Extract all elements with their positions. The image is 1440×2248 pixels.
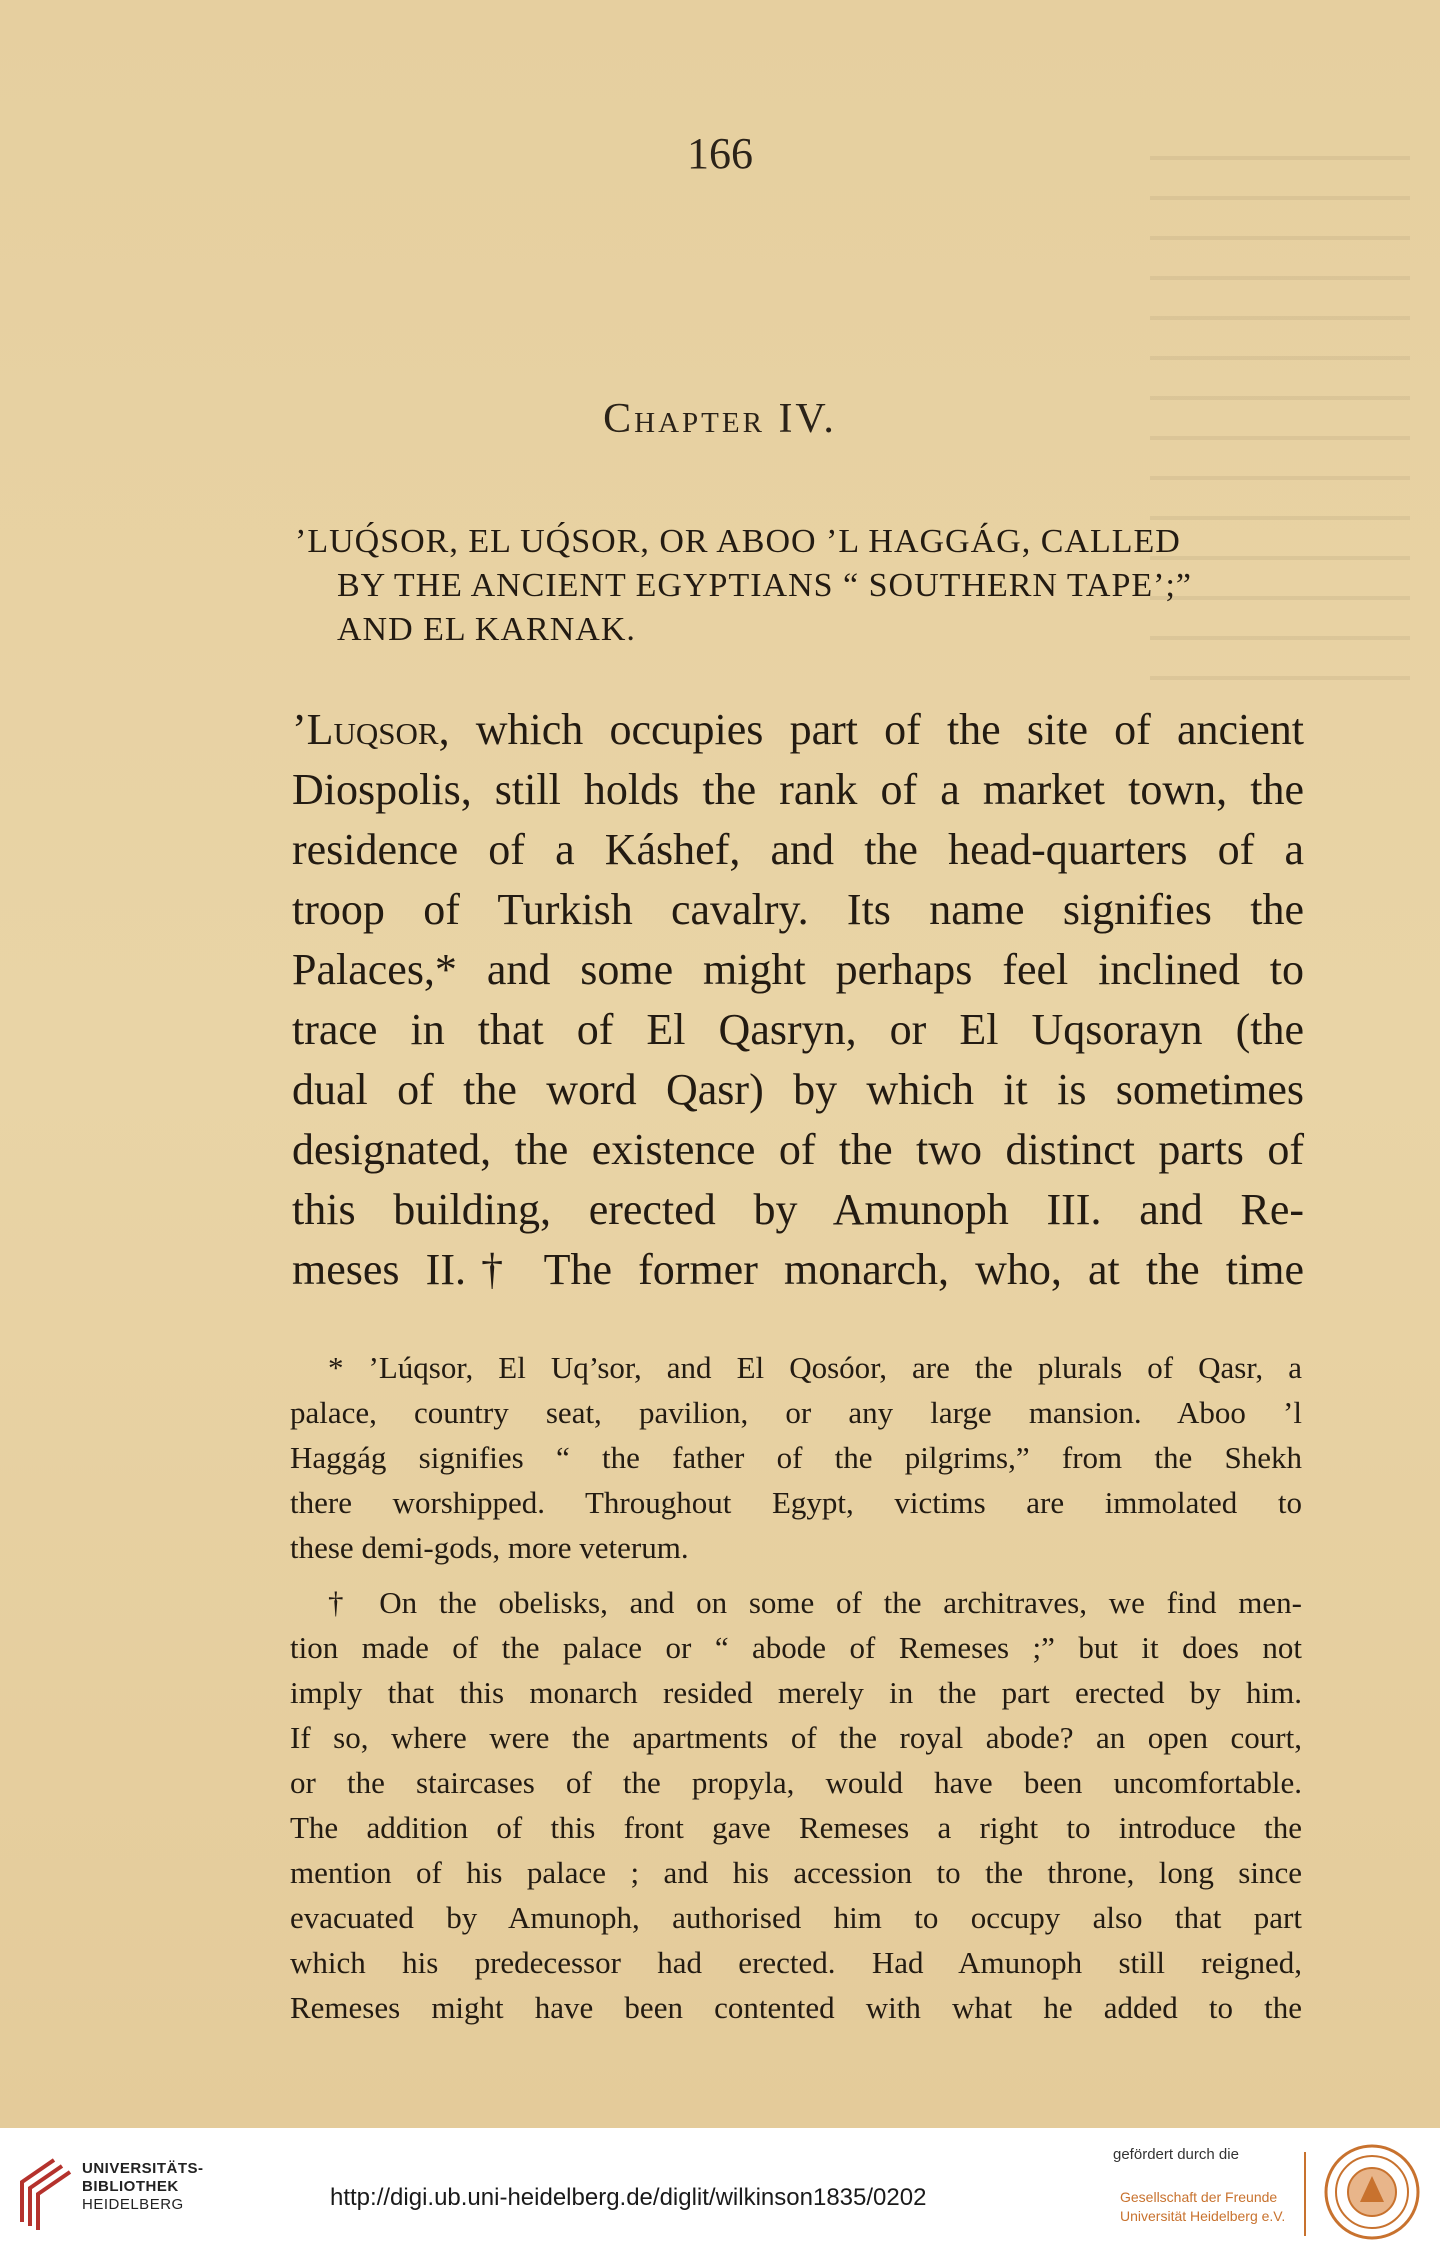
society-seal-icon: [1322, 2142, 1422, 2242]
sponsor-line: Gesellschaft der Freunde: [1120, 2189, 1278, 2205]
footnote-line: imply that this monarch resided merely in the part erected by him.: [290, 1675, 1302, 1710]
body-line: meses II.† The former monarch, who, at the time: [292, 1245, 1304, 1294]
chapter-heading: [295, 520, 1315, 652]
footnote-line: tion made of the palace or “ abode of Remeses ;” but it does not: [290, 1630, 1302, 1665]
drop-word: ’Luqsor,: [292, 705, 450, 754]
footnote-line: these demi-gods, more veterum.: [290, 1530, 689, 1565]
footnote-line: evacuated by Amunoph, authorised him to occupy also that part: [290, 1900, 1302, 1935]
footnote-line: † On the obelisks, and on some of the architraves, we find men-: [328, 1585, 1302, 1620]
heading-line: AND EL KARNAK.: [337, 611, 636, 648]
footnote-line: mention of his palace ; and his accession to the throne, long since: [290, 1855, 1302, 1890]
library-name-line: HEIDELBERG: [82, 2196, 184, 2213]
footnote-line: there worshipped. Throughout Egypt, victims are immolated to: [290, 1485, 1302, 1520]
sponsor-line: Universität Heidelberg e.V.: [1120, 2208, 1286, 2224]
body-line-rest: which occupies part of the site of ancient: [449, 705, 1304, 754]
body-line: residence of a Káshef, and the head-quarters of a: [292, 825, 1304, 874]
heading-line: BY THE ANCIENT EGYPTIANS “ SOUTHERN TAPE’;”: [337, 567, 1192, 604]
body-line: Diospolis, still holds the rank of a market town, the: [292, 765, 1304, 814]
body-text: [292, 700, 1304, 1300]
permalink-url[interactable]: http://digi.ub.uni-heidelberg.de/diglit/wilkinson1835/0202: [330, 2184, 927, 2211]
footer-divider: [1304, 2152, 1306, 2236]
footnote-line: The addition of this front gave Remeses a right to introduce the: [290, 1810, 1302, 1845]
library-name-line: UNIVERSITÄTS-: [82, 2160, 204, 2177]
footnote-asterisk: [290, 1345, 1302, 1570]
body-line: dual of the word Qasr) by which it is sometimes: [292, 1065, 1304, 1114]
body-line: [292, 700, 1304, 760]
footnote-line: If so, where were the apartments of the royal abode? an open court,: [290, 1720, 1302, 1755]
body-line: trace in that of El Qasryn, or El Uqsorayn (the: [292, 1005, 1304, 1054]
footnote-line: Remeses might have been contented with what he added to the: [290, 1990, 1302, 2025]
footnote-line: Haggág signifies “ the father of the pilgrims,” from the Shekh: [290, 1440, 1302, 1475]
chapter-title: Chapter IV.: [603, 396, 837, 442]
heading-line: ’LUQ́SOR, EL UQ́SOR, OR ABOO ’L HAGGÁG, CALLED: [295, 523, 1181, 560]
body-line: Palaces,* and some might perhaps feel inclined to: [292, 945, 1304, 994]
footnote-line: palace, country seat, pavilion, or any large mansion. Aboo ’l: [290, 1395, 1302, 1430]
footnote-dagger: [290, 1580, 1302, 2030]
library-name-line: BIBLIOTHEK: [82, 2178, 179, 2195]
body-line: this building, erected by Amunoph III. and Re-: [292, 1185, 1304, 1234]
sponsor-intro: gefördert durch die: [1113, 2146, 1239, 2163]
body-line: designated, the existence of the two distinct parts of: [292, 1125, 1304, 1174]
library-name: [82, 2160, 204, 2214]
sponsor-name: [1120, 2188, 1285, 2226]
body-line: troop of Turkish cavalry. Its name signifies the: [292, 885, 1304, 934]
digitization-footer: [0, 2128, 1440, 2248]
page-number: 166: [687, 129, 753, 178]
footnote-line: * ’Lúqsor, El Uq’sor, and El Qosóor, are the plurals of Qasr, a: [328, 1350, 1302, 1385]
library-logo-icon: [14, 2152, 76, 2232]
footnote-line: which his predecessor had erected. Had Amunoph still reigned,: [290, 1945, 1302, 1980]
footnote-line: or the staircases of the propyla, would have been uncomfortable.: [290, 1765, 1302, 1800]
